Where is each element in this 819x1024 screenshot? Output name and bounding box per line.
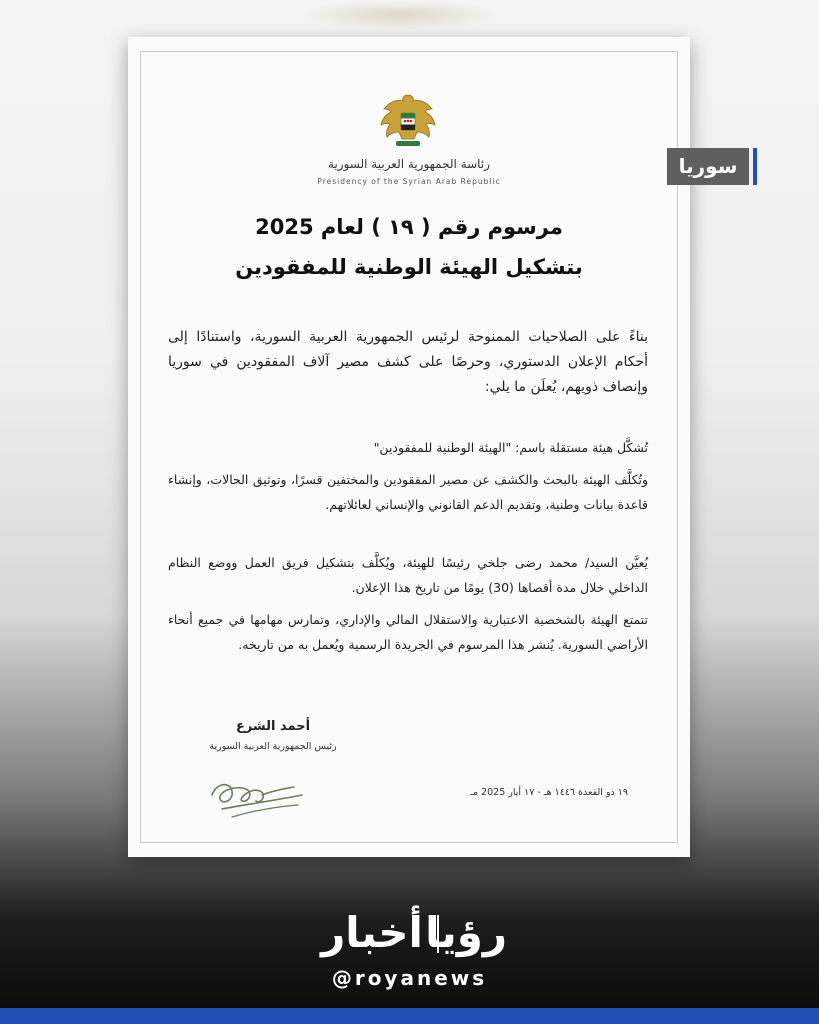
decree-date: ١٩ ذو القعدة ١٤٤٦ هـ - ١٧ أيار 2025 مـ xyxy=(470,787,628,798)
decree-title: مرسوم رقم ( ١٩ ) لعام 2025 xyxy=(255,215,563,239)
bottom-accent-bar xyxy=(0,1008,819,1024)
top-glow xyxy=(300,0,500,30)
eagle-emblem-icon xyxy=(376,89,440,153)
brand-logo-text: أخبار xyxy=(321,908,423,957)
decree-clause: وتُكلَّف الهيئة بالبحث والكشف عن مصير المفقودين والمختفين قسرًا، وتوثيق الحالات، وإنشاء قاعدة بيانات وطنية، وتقديم الدعم القانوني والإنساني لعائلاتهم. xyxy=(168,472,648,512)
brand-logo-mark: رؤيا xyxy=(425,908,507,957)
category-badge: سوريا xyxy=(667,148,749,185)
signer-name: أحمد الشرع xyxy=(235,719,311,734)
decree-clause: تتمتع الهيئة بالشخصية الاعتبارية والاستقلال المالي والإداري، وتمارس مهامها في جميع أنحاء الأراضي السورية. يُنشر هذا المرسوم في الجريدة الرسمية ويُعمل به من تاريخه. xyxy=(168,612,648,652)
badge-accent-bar xyxy=(753,148,757,185)
decree-preamble: بناءً على الصلاحيات الممنوحة لرئيس الجمهورية العربية السورية، واستنادًا إلى أحكام الإعلان الدستوري، وحرصًا على كشف مصير آلاف المفقودين في سوريا وإنصاف ذويهم، يُعلَن ما يلي: xyxy=(168,329,648,395)
decree-clause: يُعيَّن السيد/ محمد رضى جلخي رئيسًا للهيئة، ويُكلَّف بتشكيل فريق العمل ووضع النظام الداخلي خلال مدة أقصاها (30) يومًا من تاريخ هذا الإعلان. xyxy=(168,555,648,595)
decree-document xyxy=(128,37,690,857)
signer-title: رئيس الجمهورية العربية السورية xyxy=(209,741,337,752)
social-handle: @royanews xyxy=(331,966,488,990)
presidency-arabic: رئاسة الجمهورية العربية السورية xyxy=(328,157,490,171)
presidency-english: Presidency of the Syrian Arab Republic xyxy=(317,177,501,186)
decree-clause: تُشكَّل هيئة مستقلة باسم: "الهيئة الوطنية للمفقودين" xyxy=(373,440,648,455)
decree-subtitle: بتشكيل الهيئة الوطنية للمفقودين xyxy=(235,255,583,279)
handwritten-signature xyxy=(202,765,312,827)
brand-logo xyxy=(0,903,819,963)
